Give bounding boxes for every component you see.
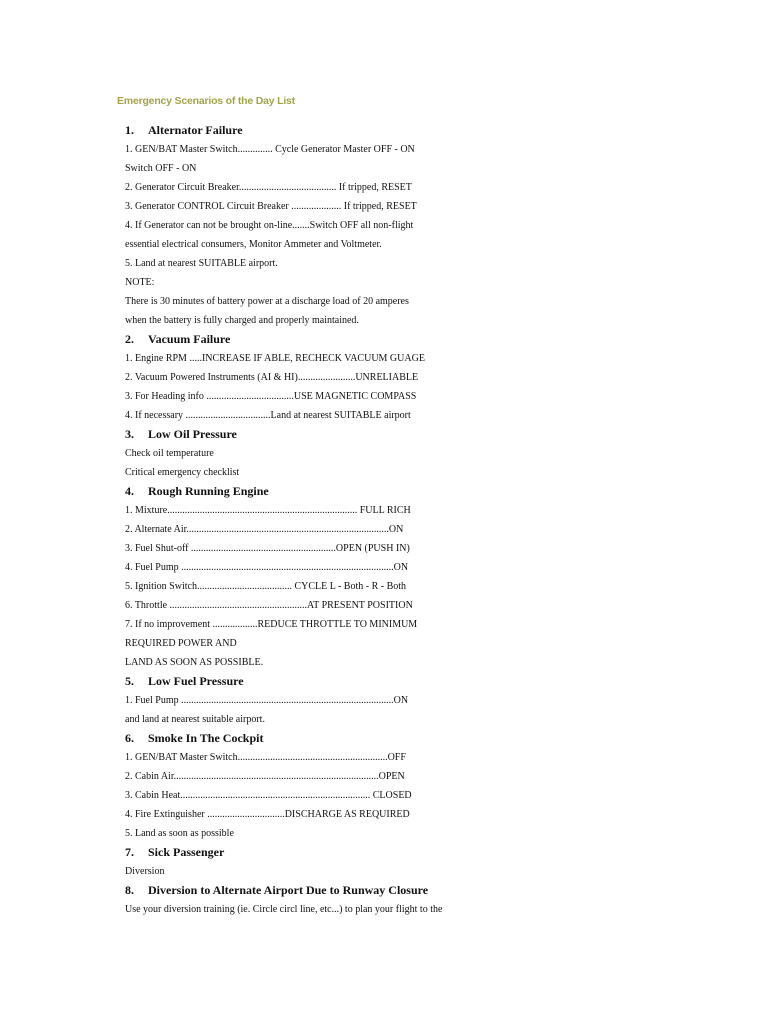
- section-title: Low Fuel Pressure: [148, 674, 244, 688]
- checklist-line: Check oil temperature: [125, 448, 214, 459]
- section-heading: [125, 425, 565, 444]
- checklist-line: 2. Cabin Air..................................................................................OPEN: [125, 771, 405, 782]
- section-number: 8.: [125, 883, 134, 897]
- checklist-line: essential electrical consumers, Monitor Ammeter and Voltmeter.: [125, 239, 382, 250]
- section-number: 2.: [125, 332, 134, 346]
- checklist-line: 6. Throttle .......................................................AT PRESENT POSITION: [125, 600, 413, 611]
- checklist-line: 4. If necessary ..................................Land at nearest SUITABLE airport: [125, 410, 411, 421]
- checklist-line: 1. Fuel Pump .....................................................................................ON: [125, 695, 409, 706]
- checklist-line: and land at nearest suitable airport.: [125, 714, 265, 725]
- checklist-line: 3. Cabin Heat............................................................................ CLOSED: [125, 790, 412, 801]
- section-title: Rough Running Engine: [148, 484, 269, 498]
- section-title: Alternator Failure: [148, 123, 243, 137]
- checklist-line: 1. Engine RPM .....INCREASE IF ABLE, RECHECK VACUUM GUAGE: [125, 353, 425, 364]
- checklist-line: Use your diversion training (ie. Circle circl line, etc...) to plan your flight to the: [125, 904, 443, 915]
- section-title: Vacuum Failure: [148, 332, 231, 346]
- checklist-line: Diversion: [125, 866, 165, 877]
- checklist-line: 7. If no improvement ..................REDUCE THROTTLE TO MINIMUM: [125, 619, 418, 630]
- checklist-line: 5. Land at nearest SUITABLE airport.: [125, 258, 278, 269]
- document-title: Emergency Scenarios of the Day List: [117, 95, 295, 107]
- section-number: 7.: [125, 845, 134, 859]
- section-number: 1.: [125, 123, 134, 137]
- checklist-line: LAND AS SOON AS POSSIBLE.: [125, 657, 264, 668]
- checklist-line: 4. Fuel Pump .....................................................................................ON: [125, 562, 409, 573]
- section-heading: [125, 672, 565, 691]
- section-heading: [125, 482, 565, 501]
- checklist-line: Switch OFF - ON: [125, 163, 197, 174]
- checklist-line: 2. Alternate Air.................................................................................ON: [125, 524, 404, 535]
- section-number: 3.: [125, 427, 134, 441]
- section-heading: [125, 881, 565, 900]
- section-number: 6.: [125, 731, 134, 745]
- checklist-line: Critical emergency checklist: [125, 467, 240, 478]
- checklist-line: 1. GEN/BAT Master Switch............................................................OFF: [125, 752, 406, 763]
- checklist-line: 5. Ignition Switch...................................... CYCLE L - Both - R - Both: [125, 581, 407, 592]
- document-body: [125, 121, 565, 919]
- section-title: Sick Passenger: [148, 845, 225, 859]
- checklist-line: 3. Fuel Shut-off ..........................................................OPEN (PUSH IN): [125, 543, 410, 554]
- checklist-line: There is 30 minutes of battery power at a discharge load of 20 amperes: [125, 296, 409, 307]
- section-heading: [125, 330, 565, 349]
- checklist-line: 4. Fire Extinguisher ...............................DISCHARGE AS REQUIRED: [125, 809, 410, 820]
- checklist-line: 2. Generator Circuit Breaker....................................... If tripped, RESET: [125, 182, 412, 193]
- section-heading: [125, 843, 565, 862]
- section-title: Smoke In The Cockpit: [148, 731, 264, 745]
- checklist-line: REQUIRED POWER AND: [125, 638, 237, 649]
- section-heading: [125, 121, 565, 140]
- checklist-line: 1. Mixture............................................................................ FULL RICH: [125, 505, 411, 516]
- checklist-line: 3. For Heading info ...................................USE MAGNETIC COMPASS: [125, 391, 417, 402]
- checklist-line: 1. GEN/BAT Master Switch.............. Cycle Generator Master OFF - ON: [125, 144, 415, 155]
- section-heading: [125, 729, 565, 748]
- checklist-line: 3. Generator CONTROL Circuit Breaker .................... If tripped, RESET: [125, 201, 417, 212]
- section-title: Diversion to Alternate Airport Due to Runway Closure: [148, 883, 429, 897]
- section-number: 4.: [125, 484, 134, 498]
- checklist-line: NOTE:: [125, 277, 155, 288]
- checklist-line: 4. If Generator can not be brought on-line.......Switch OFF all non-flight: [125, 220, 414, 231]
- checklist-line: 2. Vacuum Powered Instruments (AI & HI).......................UNRELIABLE: [125, 372, 419, 383]
- checklist-line: 5. Land as soon as possible: [125, 828, 234, 839]
- checklist-line: when the battery is fully charged and properly maintained.: [125, 315, 359, 326]
- section-title: Low Oil Pressure: [148, 427, 237, 441]
- section-number: 5.: [125, 674, 134, 688]
